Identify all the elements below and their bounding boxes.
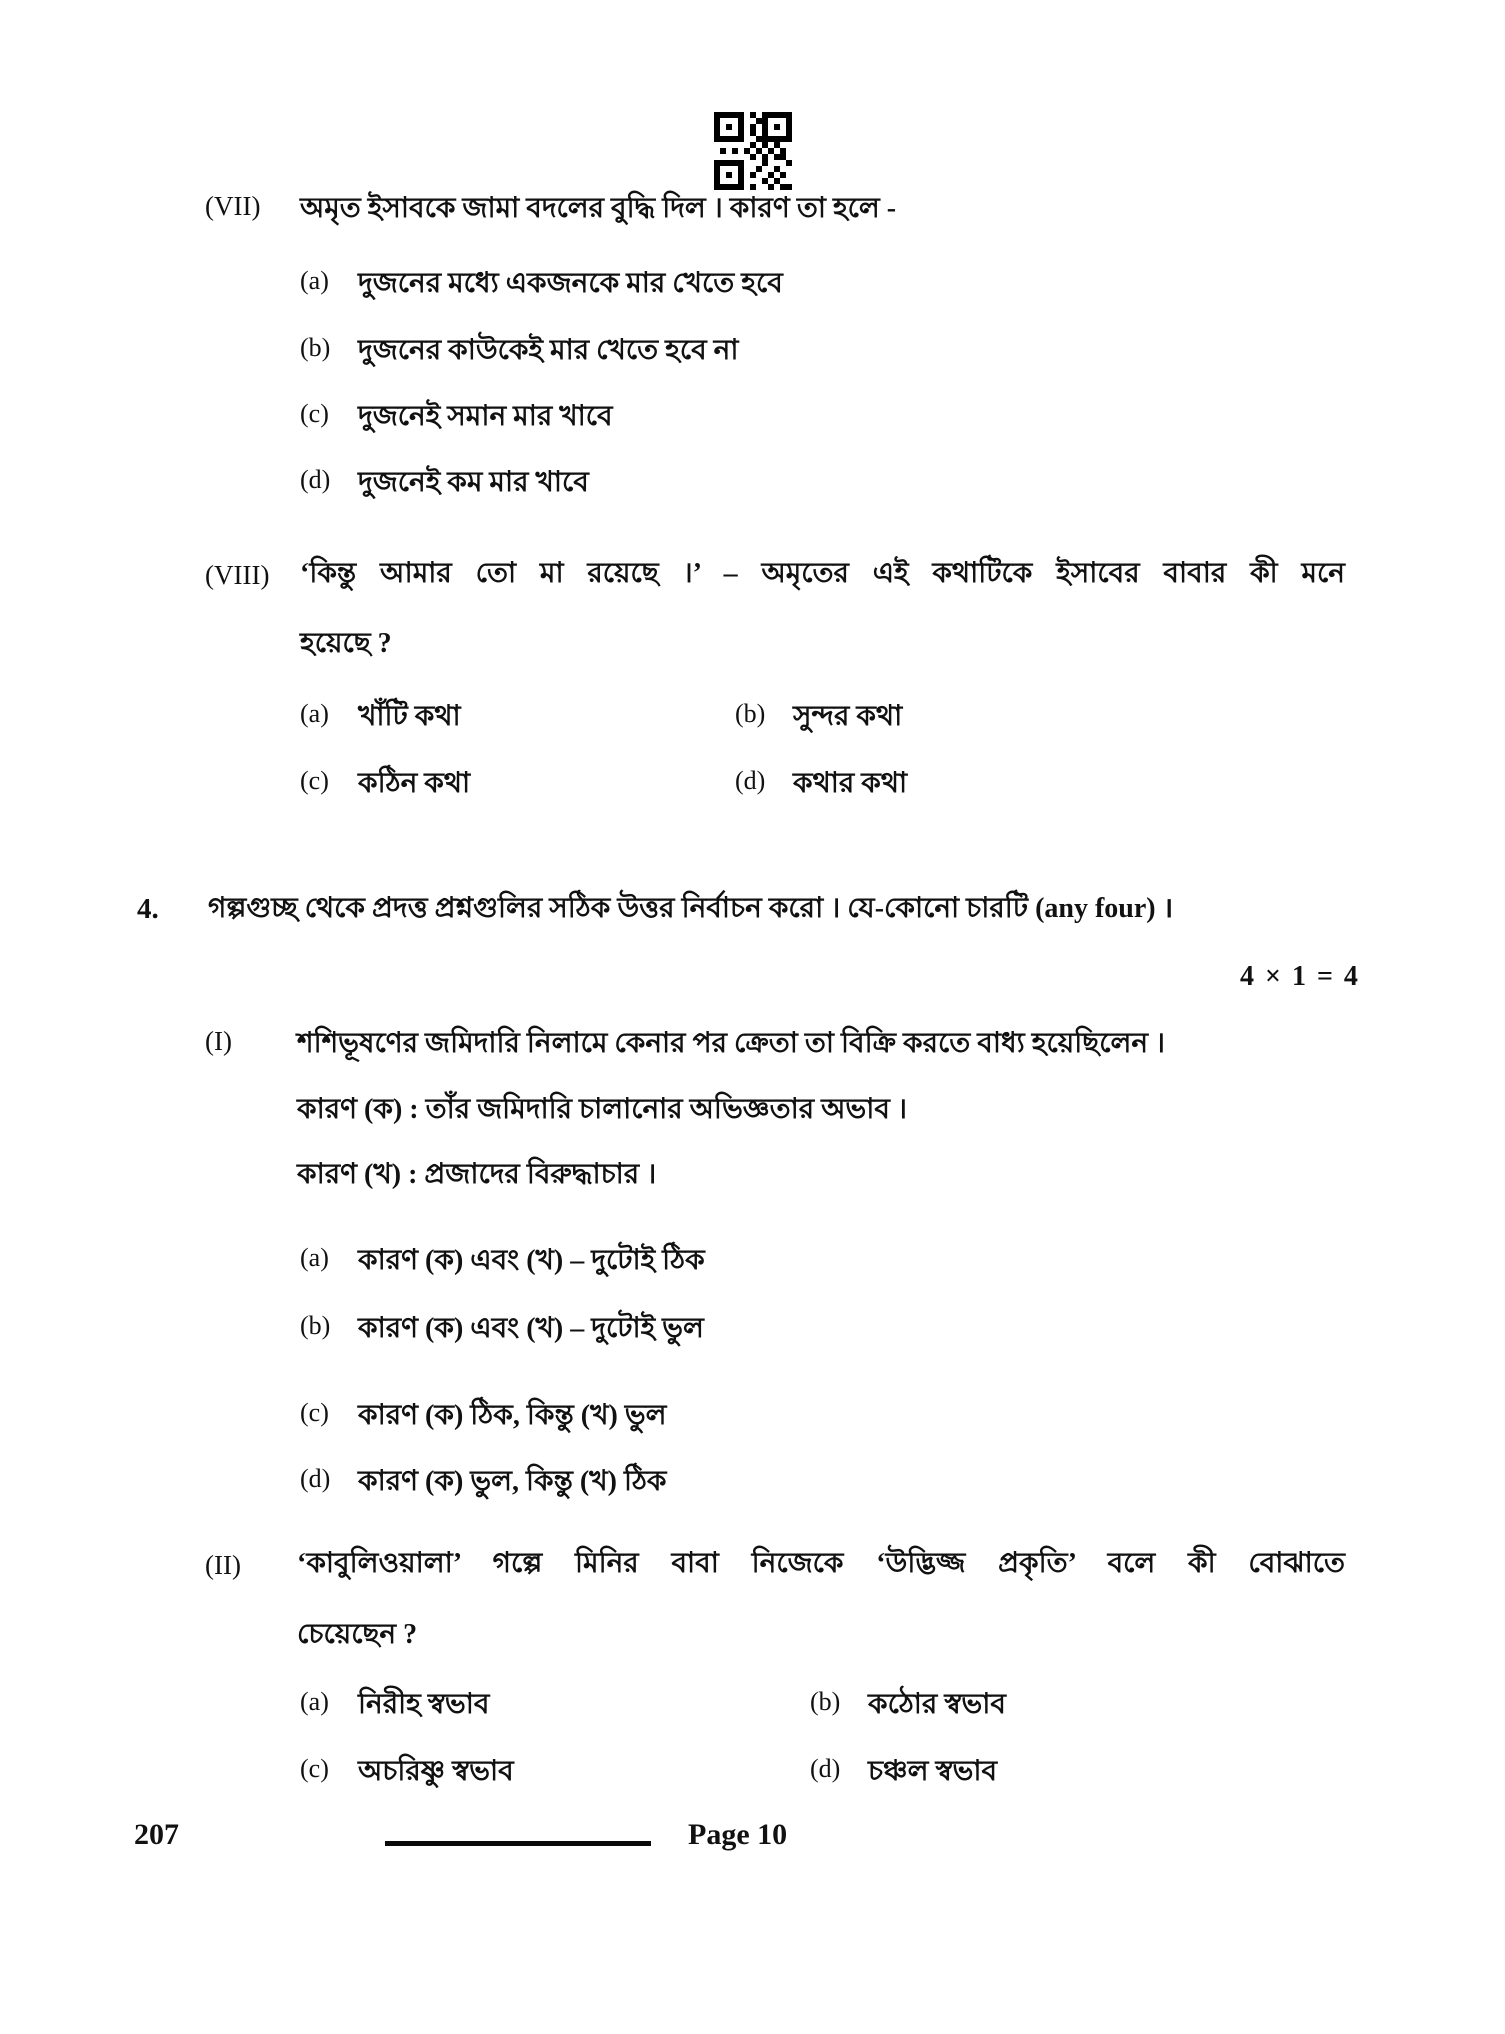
q4ii-option-d (810, 1754, 997, 1789)
q4ii-option-b (810, 1687, 1006, 1722)
q4i-option-c-text: কারণ (ক) ঠিক, কিন্তু (খ) ভুল (358, 1400, 667, 1431)
footer-divider (385, 1841, 651, 1846)
q4ii-option-c-label: (c) (300, 1754, 329, 1783)
q8-option-d-label: (d) (735, 766, 766, 795)
q8-option-d-text: কথার কথা (793, 768, 908, 799)
question-vii (205, 191, 896, 226)
q8-option-a-text: খাঁটি কথা (358, 701, 461, 732)
q7-option-d-label: (d) (300, 465, 331, 494)
qr-code-icon (714, 111, 792, 191)
q4i-option-a (300, 1243, 705, 1278)
q8-option-b (735, 699, 902, 734)
q8-option-c (300, 766, 470, 801)
q7-option-c (300, 399, 613, 434)
q7-option-a (300, 266, 783, 301)
q8-option-a-label: (a) (300, 699, 329, 728)
q4ii-option-c-text: অচরিষ্ণু স্বভাব (358, 1756, 514, 1787)
q4-sub-i-text: শশিভূষণের জমিদারি নিলামে কেনার পর ক্রেতা তা বিক্রি করতে বাধ্য হয়েছিলেন । (297, 1028, 1166, 1059)
q7-option-c-label: (c) (300, 399, 329, 428)
q7-option-c-text: দুজনেই সমান মার খাবে (358, 401, 613, 432)
q7-option-a-label: (a) (300, 266, 329, 295)
q4i-option-c-label: (c) (300, 1398, 329, 1427)
question-4-marks: 4 × 1 = 4 (1240, 961, 1360, 992)
q4-sub-i (205, 1026, 1165, 1061)
q4i-option-a-label: (a) (300, 1243, 329, 1272)
q4ii-option-d-label: (d) (810, 1754, 841, 1783)
q4-sub-i-reason-k: কারণ (ক) : তাঁর জমিদারি চালানোর অভিজ্ঞতার অভাব । (297, 1094, 907, 1125)
q4ii-option-a-text: নিরীহ স্বভাব (358, 1689, 490, 1720)
q8-option-c-label: (c) (300, 766, 329, 795)
q4ii-option-b-text: কঠোর স্বভাব (868, 1689, 1006, 1720)
q7-option-b (300, 333, 739, 368)
question-viii-label: (VIII) (205, 560, 270, 590)
q4i-option-c (300, 1398, 667, 1433)
q4i-option-d (300, 1464, 667, 1499)
q7-option-b-label: (b) (300, 333, 331, 362)
question-vii-text: অমৃত ইসাবকে জামা বদলের বুদ্ধি দিল । কারণ তা হলে - (300, 193, 897, 224)
q4-sub-i-reason-kh: কারণ (খ) : প্রজাদের বিরুদ্ধাচার । (297, 1159, 657, 1190)
q4-sub-ii-label: (II) (205, 1550, 241, 1580)
q7-option-b-text: দুজনের কাউকেই মার খেতে হবে না (358, 335, 739, 366)
question-viii-line1: ‘কিন্তু আমার তো মা রয়েছে ।’ – অমৃতের এই কথাটিকে ইসাবের বাবার কী মনে (300, 558, 1345, 589)
question-4-text: গল্পগুচ্ছ থেকে প্রদত্ত প্রশ্নগুলির সঠিক উত্তর নির্বাচন করো । যে-কোনো চারটি (any four) । (208, 893, 1174, 924)
q4i-option-a-text: কারণ (ক) এবং (খ) – দুটোই ঠিক (358, 1245, 705, 1276)
q4ii-option-a-label: (a) (300, 1687, 329, 1716)
q8-option-c-text: কঠিন কথা (358, 768, 471, 799)
q7-option-d-text: দুজনেই কম মার খাবে (358, 467, 589, 498)
footer-paper-code: 207 (134, 1818, 179, 1851)
question-vii-label: (VII) (205, 191, 261, 221)
footer-page-number: Page 10 (688, 1818, 788, 1851)
q8-option-b-label: (b) (735, 699, 766, 728)
q8-option-a (300, 699, 461, 734)
q4ii-option-c (300, 1754, 514, 1789)
q8-option-d (735, 766, 907, 801)
q4i-option-b-label: (b) (300, 1311, 331, 1340)
q4i-option-d-label: (d) (300, 1464, 331, 1493)
q7-option-a-text: দুজনের মধ্যে একজনকে মার খেতে হবে (358, 268, 783, 299)
q4ii-option-a (300, 1687, 489, 1722)
q4-sub-i-label: (I) (205, 1026, 232, 1056)
q4-sub-ii-line1: ‘কাবুলিওয়ালা’ গল্পে মিনির বাবা নিজেকে ‘উদ্ভিজ্জ প্রকৃতি’ বলে কী বোঝাতে (297, 1548, 1345, 1579)
q4-sub-ii-line2: চেয়েছেন ? (297, 1619, 418, 1650)
q4i-option-b-text: কারণ (ক) এবং (খ) – দুটোই ভুল (358, 1313, 704, 1344)
q4ii-option-d-text: চঞ্চল স্বভাব (868, 1756, 998, 1787)
question-4-number: 4. (137, 893, 159, 925)
q4ii-option-b-label: (b) (810, 1687, 841, 1716)
q4i-option-d-text: কারণ (ক) ভুল, কিন্তু (খ) ঠিক (358, 1466, 667, 1497)
question-viii-line2: হয়েছে ? (300, 628, 392, 659)
q4i-option-b (300, 1311, 704, 1346)
q7-option-d (300, 465, 589, 500)
q8-option-b-text: সুন্দর কথা (793, 701, 903, 732)
